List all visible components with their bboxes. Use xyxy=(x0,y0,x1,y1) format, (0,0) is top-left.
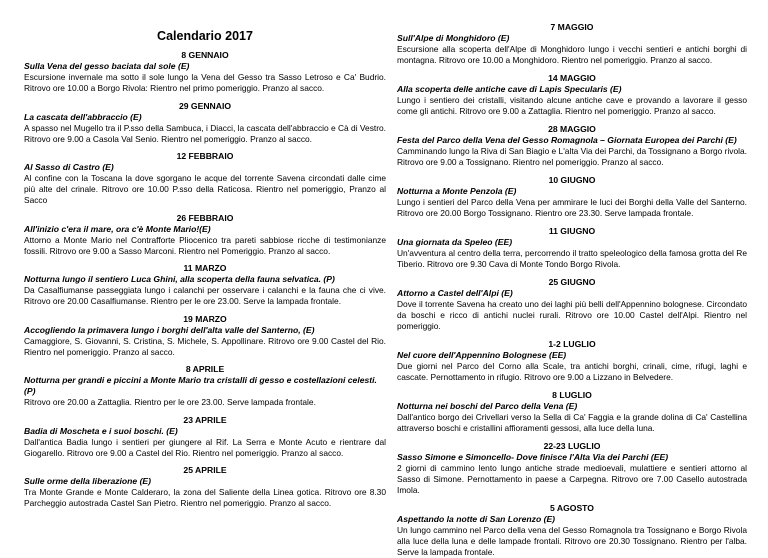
left-column xyxy=(24,28,386,509)
event-date: 8 LUGLIO xyxy=(552,390,592,400)
event-description: Escursione invernale ma sotto il sole lungo la Vena del Gesso tra Sasso Letroso e Ca' Budrio. Ritrovo ore 10.00 a Borgo Rivola: Rientro nel primo pomeriggio. Pranzo al sacco. xyxy=(24,72,386,93)
event-description: Da Casalfiumanse passeggiata lungo i calanchi per osservare i calanchi e la fauna che ci vive. Ritrovo ore 20.00 Casalfiumanse. Rientro per le ore 23.00. Serve la lampada frontale. xyxy=(24,285,386,306)
event-entry xyxy=(24,263,386,307)
event-description: Lungo i sentiero dei cristalli, visitando alcune antiche cave e provando a lavorare il gesso come gli antichi. Ritrovo ore 9.00 a Zattaglia. Rientro nel pomeriggio. Pranzo al sacco. xyxy=(397,95,747,116)
event-date: 5 AGOSTO xyxy=(550,503,594,513)
event-date: 22-23 LUGLIO xyxy=(543,441,601,451)
event-heading: Sasso Simone e Simoncello- Dove finisce l'Alta Via dei Parchi (EE) xyxy=(397,452,669,462)
event-date: 14 MAGGIO xyxy=(548,73,596,83)
event-date: 26 FEBBRAIO xyxy=(176,212,234,223)
event-date: 7 MAGGIO xyxy=(550,22,594,32)
event-date: 8 APRILE xyxy=(185,364,225,374)
event-heading: All'inizio c'era il mare, ora c'è Monte Mario!(E) xyxy=(24,223,211,234)
event-entry xyxy=(24,364,386,408)
event-entry xyxy=(397,339,747,383)
event-heading: Una giornata da Speleo (EE) xyxy=(397,237,513,247)
event-description: Camminando lungo la Riva di San Biagio e L'alta Via dei Parchi, da Tossignano a Borgo rivola. Ritrovo ore 9.00 a Tossignano. Rientro nel pomeriggio. Pranzo al sacco. xyxy=(397,146,747,167)
event-heading: Festa del Parco della Vena del Gesso Romagnola – Giornata Europea dei Parchi (E) xyxy=(397,135,737,145)
event-description: Al confine con la Toscana la dove sgorgano le acque del torrente Savena circondati dalle cime più alte del crinale. Ritrovo ore 10.00 P.sso della Raticosa. Rientro nel pomeriggio, Pranzo al Sacco xyxy=(24,173,386,205)
event-entry xyxy=(397,441,747,496)
event-entry xyxy=(24,101,386,145)
event-heading: Sulla Vena del gesso baciata dal sole (E) xyxy=(24,61,190,71)
event-description: Dove il torrente Savena ha creato uno dei laghi più belli dell'Appennino bolognese. Circondato da boschi e ricco di antichi nuclei rurali. Ritrovo ore 10.00 Castel dell'Alpi. Rientro nel pomeriggio. xyxy=(397,299,747,331)
event-description: Ritrovo ore 20.00 a Zattaglia. Rientro per le ore 23.00. Serve lampada frontale. xyxy=(24,397,316,407)
event-heading: Accogliendo la primavera lungo i borghi dell'alta valle del Santerno, (E) xyxy=(24,324,315,335)
event-heading: Notturna nei boschi del Parco della Vena (E) xyxy=(397,401,578,411)
event-date: 8 GENNAIO xyxy=(181,50,229,60)
event-heading: Nel cuore dell'Appennino Bolognese (EE) xyxy=(397,350,567,360)
event-date: 11 MARZO xyxy=(183,263,227,273)
event-description: 2 giorni di cammino lento lungo antiche strade medioevali, mulattiere e sentieri attorno al Sasso di Simone. Pernottamento in paese a Carpegna. Ritrovo ore 7.00 Casello autostrada Imola. xyxy=(397,463,747,495)
event-heading: Notturna lungo il sentiero Luca Ghini, alla scoperta della fauna selvatica. (P) xyxy=(24,274,335,284)
event-description: Attorno a Monte Mario nel Contrafforte Pliocenico tra pareti sabbiose ricche di testimonianze fossili. Ritrovo ore 9.00 a Sasso Marconi. Rientro nel Pomeriggio. Pranzo al sacco. xyxy=(24,234,386,256)
event-heading: Notturna per grandi e piccini a Monte Mario tra cristalli di gesso e costellazioni celesti. (P) xyxy=(24,375,377,396)
event-description: Dall'antica Badia lungo i sentieri per giungere al Rif. La Serra e Monte Acuto e rientrare dal Giogarello. Ritrovo ore 9.00 a Castel del Rio. Rientro nel pomeriggio. Pranzo al sacco. xyxy=(24,436,386,458)
event-entry xyxy=(24,314,386,358)
event-date: 25 GIUGNO xyxy=(548,277,596,287)
event-heading: Sulle orme della liberazione (E) xyxy=(24,476,152,486)
event-heading: Alla scoperta delle antiche cave di Lapis Specularis (E) xyxy=(397,84,622,94)
event-heading: Al Sasso di Castro (E) xyxy=(24,162,114,172)
event-description: Tra Monte Grande e Monte Calderaro, la zona del Saliente della Linea gotica. Ritrovo ore 8.30 Parcheggio autostrada Castel San Pietro. Rientro nel pomeriggio. Pranzo al sacco. xyxy=(24,487,386,508)
event-entry xyxy=(24,151,386,206)
event-entry xyxy=(24,213,386,257)
event-heading: Aspettando la notte di San Lorenzo (E) xyxy=(397,514,556,524)
event-entry xyxy=(397,175,747,219)
event-entry xyxy=(397,277,747,332)
event-heading: Attorno a Castel dell'Alpi (E) xyxy=(397,288,513,298)
event-entry xyxy=(24,50,386,94)
event-date: 28 MAGGIO xyxy=(548,124,596,134)
event-entry xyxy=(397,503,747,558)
event-date: 12 FEBBRAIO xyxy=(176,151,234,161)
event-date: 11 GIUGNO xyxy=(548,226,596,236)
event-heading: Notturna a Monte Penzola (E) xyxy=(397,186,517,196)
event-heading: Badia di Moscheta e i suoi boschi. (E) xyxy=(24,425,178,436)
event-heading: Sull'Alpe di Monghidoro (E) xyxy=(397,33,510,43)
event-description: Dall'antico borgo dei Crivellari verso la Sella di Ca' Faggia e la grande dolina di Ca' Castellina attraverso boschi e cristallini affioramenti gessosi, alla luce della luna. xyxy=(397,412,747,433)
event-description: Camaggiore, S. Giovanni, S. Cristina, S. Michele, S. Appollinare. Ritrovo ore 9.00 Castel del Rio. Rientro nel pomeriggio. Pranzo al sacco. xyxy=(24,335,386,357)
event-entry xyxy=(24,465,386,509)
event-description: Lungo i sentieri del Parco della Vena per ammirare le luci dei Borghi della Valle del Santerno. Ritrovo ore 20.00 Borgo Tossignano. Rientro ore 23.30. Serve lampada frontale. xyxy=(397,197,747,218)
event-entry xyxy=(397,226,747,270)
event-description: Due giorni nel Parco del Corno alla Scale, tra antichi borghi, crinali, cime, rifugi, laghi e cascate. Pernottamento in rifugio. Ritrovo ore 9.00 a Lizzano in Belvedere. xyxy=(397,361,747,382)
event-date: 10 GIUGNO xyxy=(548,175,596,185)
event-description: Un lungo cammino nel Parco della vena del Gesso Romagnola tra Tossignano e Borgo Rivola alla luce della luna e delle lampade frontali. Ritrovo ore 20.30 Tossignano. Rientro per l'alba. Serve la lampada frontale. xyxy=(397,525,747,557)
event-description: Un'avventura al centro della terra, percorrendo il tratto speleologico della famosa grotta del Re Tiberio. Ritrovo ore 9.30 Cava di Monte Tondo Borgo Rivola. xyxy=(397,248,747,269)
right-column xyxy=(397,22,747,558)
event-entry xyxy=(397,124,747,168)
event-entry xyxy=(397,22,747,66)
event-description: A spasso nel Mugello tra il P.sso della Sambuca, i Diacci, la cascata dell'abbraccio e Cà di Vestro. Ritrovo ore 9.00 a Casola Val Senio. Rientro nel pomeriggio. Pranzo al sacco. xyxy=(24,122,386,144)
event-entry xyxy=(24,415,386,459)
event-description: Escursione alla scoperta dell'Alpe di Monghidoro lungo i vecchi sentieri e antichi borghi di montagna. Ritrovo ore 10.00 a Monghidoro. Rientro nel pomeriggio. Pranzo al sacco. xyxy=(397,44,747,65)
event-entry xyxy=(397,73,747,117)
event-date: 25 APRILE xyxy=(183,465,227,475)
event-entry xyxy=(397,390,747,434)
event-date: 19 MARZO xyxy=(183,313,227,324)
event-heading: La cascata dell'abbraccio (E) xyxy=(24,111,142,122)
page-title: Calendario 2017 xyxy=(157,29,253,43)
event-date: 1-2 LUGLIO xyxy=(548,339,596,349)
event-date: 23 APRILE xyxy=(183,414,227,425)
event-date: 29 GENNAIO xyxy=(178,100,232,111)
